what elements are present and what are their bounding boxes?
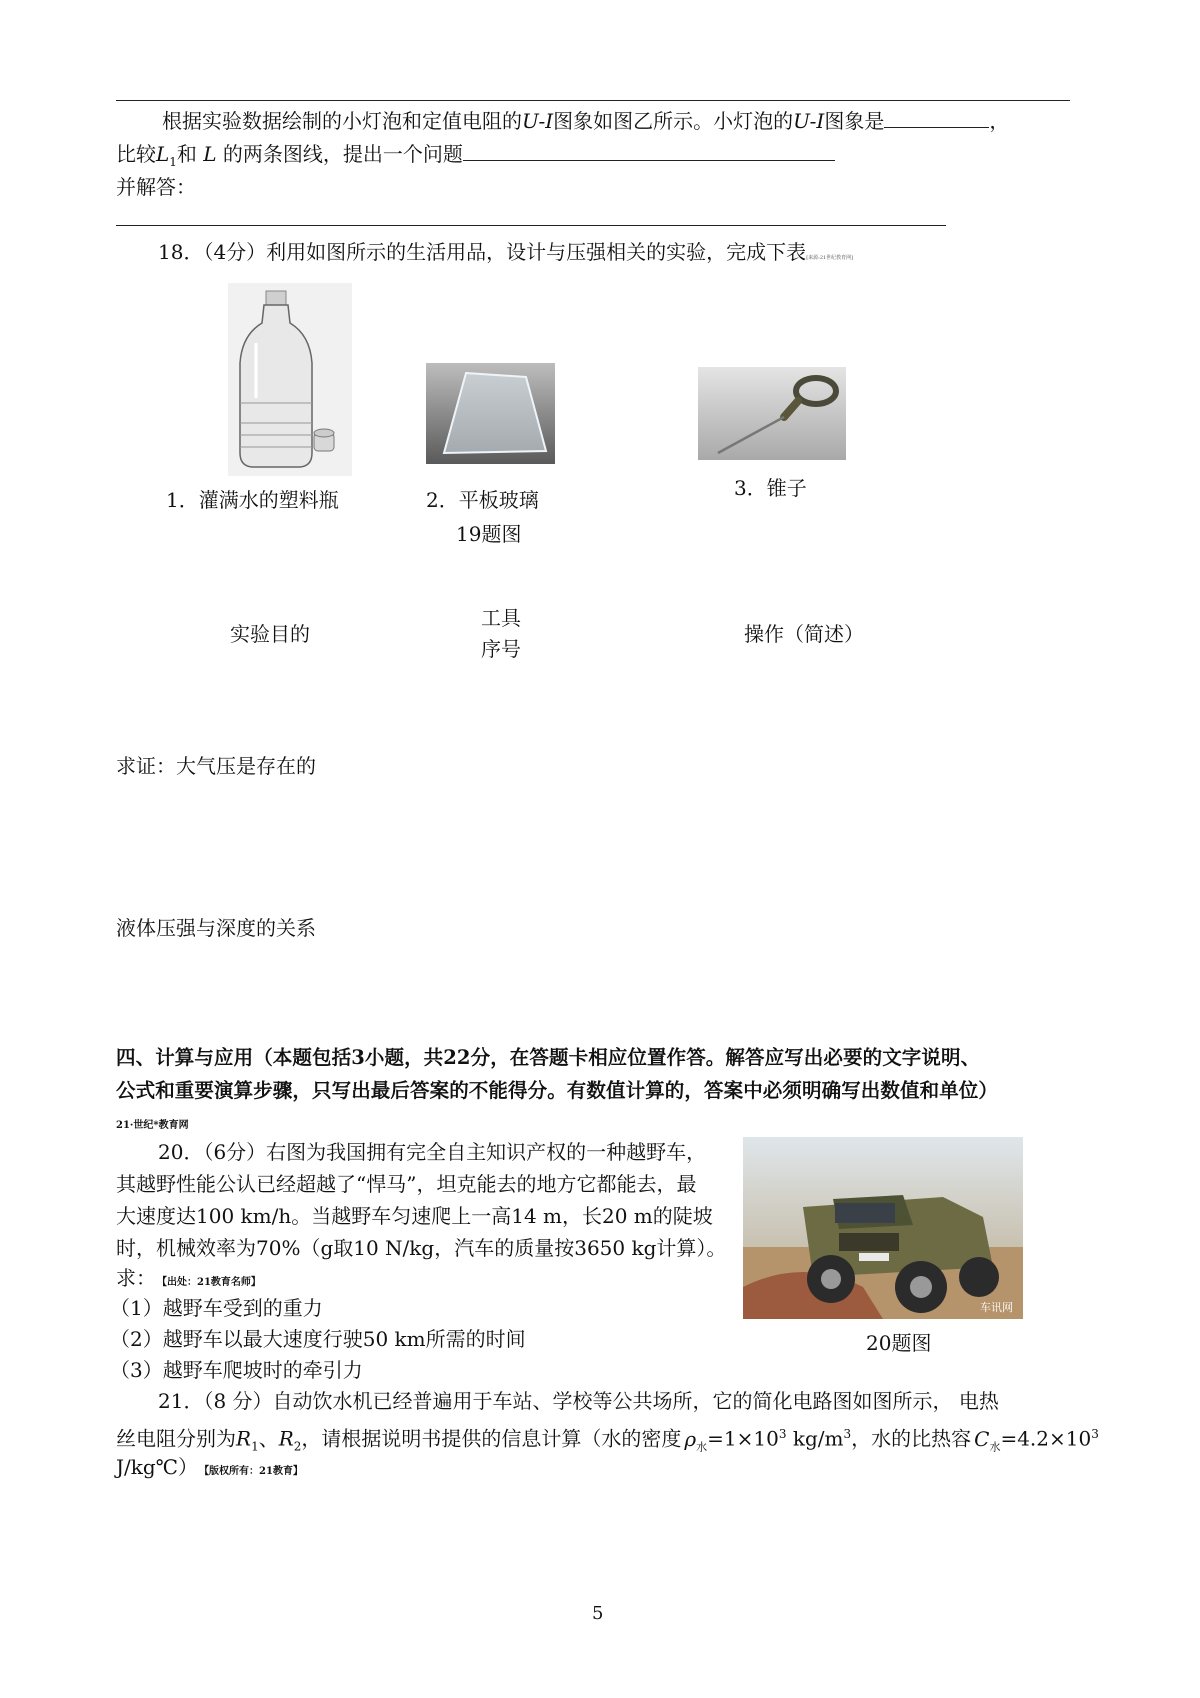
q21-text: ，请根据说明书提供的信息计算（水的密度: [301, 1426, 682, 1451]
q18-header: [158, 236, 853, 274]
watermark: 车讯网: [980, 1302, 1013, 1314]
rho-subscript: 水: [696, 1440, 708, 1454]
q17-line1: [162, 105, 1009, 137]
section4-title-line1: 四、计算与应用（本题包括3小题，共22分，在答题卡相应位置作答。解答应写出必要的文字说明、: [116, 1046, 981, 1069]
table-header-tool: 工具: [481, 606, 521, 630]
r2-subscript: 2: [293, 1439, 302, 1454]
q20-line1: 20．（6分）右图为我国拥有完全自主知识产权的一种越野车，: [158, 1140, 707, 1164]
section4-mark: 21·世纪*教育网: [116, 1120, 189, 1131]
q21-text: =4.2×10: [1000, 1426, 1092, 1451]
q17-text: ，: [989, 109, 1010, 133]
q21-text: =1×10: [707, 1426, 779, 1451]
table-row-2: 液体压强与深度的关系: [116, 916, 316, 940]
q20-line4: 时，机械效率为70%（g取10 N/kg，汽车的质量按3650 kg计算）。: [116, 1236, 727, 1260]
q21-text: kg/m: [786, 1426, 844, 1451]
question-blank[interactable]: [463, 140, 835, 161]
exponent: 3: [778, 1427, 787, 1441]
c-symbol: C: [974, 1426, 990, 1451]
q21-text: J/kg℃）: [116, 1455, 199, 1479]
q21-text: ，水的比热容: [851, 1426, 972, 1451]
q20-question-3: （3）越野车爬坡时的牵引力: [110, 1358, 363, 1382]
q17-line3: [116, 171, 196, 203]
exponent: 3: [843, 1427, 852, 1441]
figure-caption-19: 19题图: [456, 522, 522, 546]
answer-blank[interactable]: [884, 107, 989, 128]
q21-line3: [116, 1451, 303, 1488]
q20-line2: 其越野性能公认已经超越了“悍马”，坦克能去的地方它都能去，最: [116, 1172, 697, 1196]
q21-line1: 21．（8 分）自动饮水机已经普遍用于车站、学校等公共场所，它的简化电路图如图所示， 电热: [158, 1389, 999, 1413]
source-mark: [来源:21世纪教育网]: [806, 255, 854, 261]
q20-question-2: （2）越野车以最大速度行驶50 km所需的时间: [110, 1327, 526, 1351]
ui-label: U-I: [793, 109, 825, 133]
table-row-1: 求证：大气压是存在的: [116, 754, 316, 778]
q18-text: 18．（4分）利用如图所示的生活用品，设计与压强相关的实验，完成下表: [158, 240, 807, 264]
q17-text: 根据实验数据绘制的小灯泡和定值电阻的: [162, 109, 522, 133]
off-road-vehicle-photo-icon: [743, 1137, 1023, 1319]
table-header-number: 序号: [481, 637, 521, 661]
l1-subscript: 1: [169, 155, 177, 169]
q21-text: 丝电阻分别为: [116, 1426, 236, 1451]
source-mark: 【版权所有：21教育】: [204, 1466, 303, 1477]
q17-text: 并解答：: [116, 175, 196, 199]
ui-label: U-I: [522, 109, 554, 133]
q17-text: 比较: [116, 142, 156, 166]
glass-plate-icon: [426, 363, 555, 464]
item-label-2: 2．平板玻璃: [426, 488, 539, 512]
q17-text: 的两条图线，提出一个问题: [222, 142, 463, 166]
top-rule: [116, 100, 1070, 101]
exponent: 3: [1091, 1427, 1099, 1441]
q17-text: 图象如图乙所示。小灯泡的: [553, 109, 794, 133]
table-header-operation: 操作（简述）: [744, 622, 864, 646]
l-label: L: [203, 142, 217, 166]
figure-caption-20: 20题图: [866, 1331, 932, 1355]
q21-text: 、: [258, 1426, 279, 1451]
q17-line2: [116, 138, 835, 178]
item-label-1: 1．灌满水的塑料瓶: [166, 488, 339, 512]
r1-label: R: [236, 1426, 252, 1451]
r1-subscript: 1: [251, 1439, 259, 1454]
l1-label: L: [156, 142, 170, 166]
item-label-3: 3．锥子: [734, 476, 807, 500]
ask-text: 求：: [116, 1266, 156, 1290]
rho-symbol: ρ: [684, 1426, 697, 1451]
plastic-bottle-icon: [228, 283, 352, 476]
source-mark: 【出处：21教育名师】: [162, 1277, 261, 1288]
c-subscript: 水: [989, 1440, 1001, 1454]
answer-rule[interactable]: [116, 225, 946, 226]
q20-question-1: （1）越野车受到的重力: [110, 1296, 323, 1320]
q20-line3: 大速度达100 km/h。当越野车匀速爬上一高14 m，长20 m的陡坡: [116, 1204, 713, 1228]
section4-title-line2: 公式和重要演算步骤，只写出最后答案的不能得分。有数值计算的，答案中必须明确写出数值和单位）: [116, 1079, 999, 1102]
awl-icon: [698, 367, 846, 460]
r2-label: R: [278, 1426, 294, 1451]
q17-text: 和: [176, 142, 197, 166]
q17-text: 图象是: [824, 109, 885, 133]
page-number: 5: [592, 1603, 604, 1624]
table-header-purpose: 实验目的: [230, 622, 310, 646]
